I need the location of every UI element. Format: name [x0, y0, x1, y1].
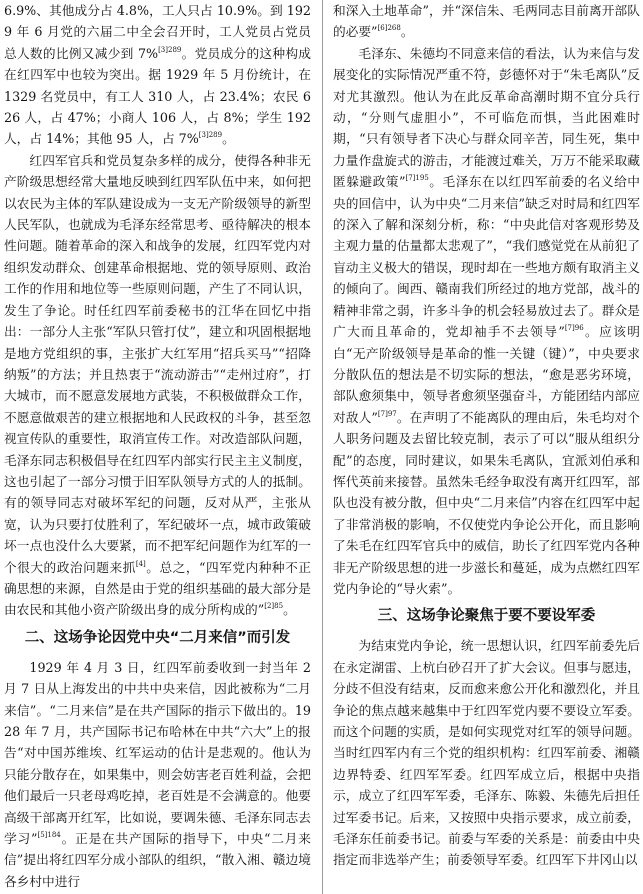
- citation: [7]96: [564, 324, 584, 333]
- citation: [5]184: [37, 831, 61, 840]
- citation: [4]: [135, 559, 146, 568]
- citation: [3]289: [198, 131, 223, 140]
- citation: [2]85: [264, 602, 284, 611]
- text-run: 为结束党内争论，统一思想认识，红四军前委先后在永定湖雷、上杭白砂召开了扩大会议。但事与愿违，分歧不但没有结束，反而愈来愈公开化和激烈化，并且争论的焦点越来越集中于红四军党内要不要设立军委。而这个问题的实质，是如何实现党对红军的领导问题。当时红四军内有三个党的组织机构：红四军前委、湘赣边界特委、红四军军委。红四军成立后，根据中央指示，成立了红四军军委，毛泽东、陈毅、朱德先后担任过军委书记。后来，又按照中央指示要求，成立前委，毛泽东任前委书记。前委与军委的关系是：前委由中央指定而非选举产生；前委领导军委。红四军下井冈山以: [333, 638, 640, 868]
- right-paragraph-3: [333, 635, 640, 870]
- section-heading-2: 二、这场争论因党中央“二月来信”而引发: [24, 629, 291, 646]
- text-run: 。在声明了不能离队的理由后，朱毛均对个人职务问题及去留比较克制，表示了可以“服从组织分配”的态度，同时建议，如果朱毛离队，宜派刘伯承和恽代英前来接替。虽然朱毛经争取没有离开红四军，部队也没有被分散，但中央“二月来信”内容在红四军中起了非常消极的影响，不仅使党内争论公开化，而且影响了朱毛在红四军官兵中的威信，助长了红四军党内各种非无产阶级思想的进一步滋长和蔓延，成为点燃红四军党内争论的“导火索”。: [333, 409, 640, 596]
- text-run: 。党员成分的这种构成在红四军中也较为突出。据 1929 年 5 月份统计，在 1329 名党员中，有工人 310 人，占 23.4%；农民 626 人，占 47%；小商人 106 人，占 8%；学生 192 人，占 14%；其他 95 人，占 7%: [4, 45, 311, 147]
- text-run: 红四军官兵和党员复杂多样的成分，使得各种非无产阶级思想经常大量地反映到红四军队伍中来，如何把以农民为主体的军队建设成为一支无产阶级领导的新型人民军队，也就成为毛泽东经常思考、亟待解决的根本性问题。随着革命的深入和战争的发展，红四军党内对组织发动群众、创建革命根据地、党的领导原则、政治工作的作用和地位等一些原则问题，产生了不同认识，发生了争论。时任红四军前委秘书的江华在回忆中指出：一部分人主张“军队只管打仗”，建立和巩固根据地是地方党组织的事，主张扩大红军用“招兵买马”“招降纳叛”的方法；并且热衷于“流动游击”“走州过府”，打大城市，而不愿意发展地方武装，不积极做群众工作，不愿意做艰苦的建立根据地和人民政权的斗争，甚至忽视宣传队的重要性，取消宣传工作。对改造部队问题，毛泽东同志积极倡导在红四军内部实行民主主义制度，这也引起了一部分习惯于旧军队领导方式的人的抵制。有的领导同志对破坏军纪的问题，反对从严，主张从宽，认为只要打仗胜利了，军纪破坏一点，城市政策破坏一点也没什么大要紧，而不把军纪问题作为红军的一个很大的政治问题来抓: [4, 152, 311, 575]
- text-run: 。: [400, 24, 414, 40]
- section-heading-3: 三、这场争论聚焦于要不要设军委: [377, 608, 596, 625]
- left-paragraph-3: [4, 657, 311, 892]
- right-paragraph-2: [333, 43, 640, 600]
- left-column: [4, 0, 311, 892]
- text-run: 。应该明白“无产阶级领导是革命的惟一关键（键）”，中央要求分散队伍的想法是不切实际的想法，“愈是恶劣环境，部队愈须集中，领导者愈须坚强奋斗，方能团结内部应对敌人”: [333, 324, 640, 425]
- citation: [7]97: [377, 409, 397, 418]
- text-run: 。毛泽东在以红四军前委的名义给中央的回信中，认为中央“二月来信”缺乏对时局和红四军的深入了解和深刻分析，称：“中央此信对客观形势及主观力量的估量都太悲观了”，“我们感觉党在从前犯了盲动主义极大的错误，现时却在一些地方颇有取消主义的倾向了。闽西、赣南我们所经过的地方党部，战斗的精神非常之弱，许多斗争的机会轻易放过去了。群众是广大而且革命的，党却袖手不去领导”: [333, 174, 640, 340]
- column-divider: [322, 0, 323, 894]
- text-run: 6.9%、其他成分占 4.8%，工人只占 10.9%。到 1929 年 6 月党的六届二中全会召开时，工人党员占党员总人数的比例又减少到 7%: [4, 3, 311, 61]
- text-run: 。: [222, 131, 235, 147]
- text-run: 。: [283, 602, 296, 618]
- right-column: [333, 0, 640, 871]
- citation: [6]268: [377, 24, 401, 33]
- left-paragraph-1: [4, 0, 311, 150]
- text-run: 1929 年 4 月 3 日，红四军前委收到一封当年 2 月 7 日从上海发出的中共中央来信，因此被称为“二月来信”。“二月来信”是在共产国际的指示下做出的。1928 年 7 月，共产国际书记布哈林在中共“六大”上的报告“对中国苏维埃、红军运动的估计是悲观的。他认为只能分散存在，如果集中，则会妨害老百姓利益，会把他们最后一只老母鸡吃掉，老百姓是不会满意的。他要高级干部离开红军，比如说，要调朱德、毛泽东同志去学习”: [4, 659, 311, 847]
- text-run: 毛泽东、朱德均不同意来信的看法，认为来信与发展变化的实际情况严重不符，彭德怀对于“朱毛离队”反对尤其激烈。他认为在此反革命高潮时期不宜分兵行动，“分则气虚胆小”，不可临危而惧，当此困难时期，“只有领导者下决心与群众同辛苦，同生死，集中力量作盘旋式的游击，才能渡过难关，万万不能采取藏匿躲避政策”: [333, 45, 640, 190]
- text-run: 。正是在共产国际的指导下，中央“二月来信”提出将红四军分成小部队的组织，“散入湘、赣边境各乡村中进行: [4, 831, 311, 889]
- right-paragraph-1: [333, 0, 640, 43]
- text-run: 和深入土地革命”，并“深信朱、毛两同志目前离开部队的必要”: [333, 3, 640, 40]
- citation: [7]195: [405, 174, 429, 183]
- citation: [3]289: [158, 45, 182, 54]
- left-paragraph-2: [4, 150, 311, 621]
- text-run: 。总之，“四军党内种种不正确思想的来源，自然是由于党的组织基础的最大部分是由农民和其他小资产阶级出身的成分所构成的”: [4, 559, 311, 618]
